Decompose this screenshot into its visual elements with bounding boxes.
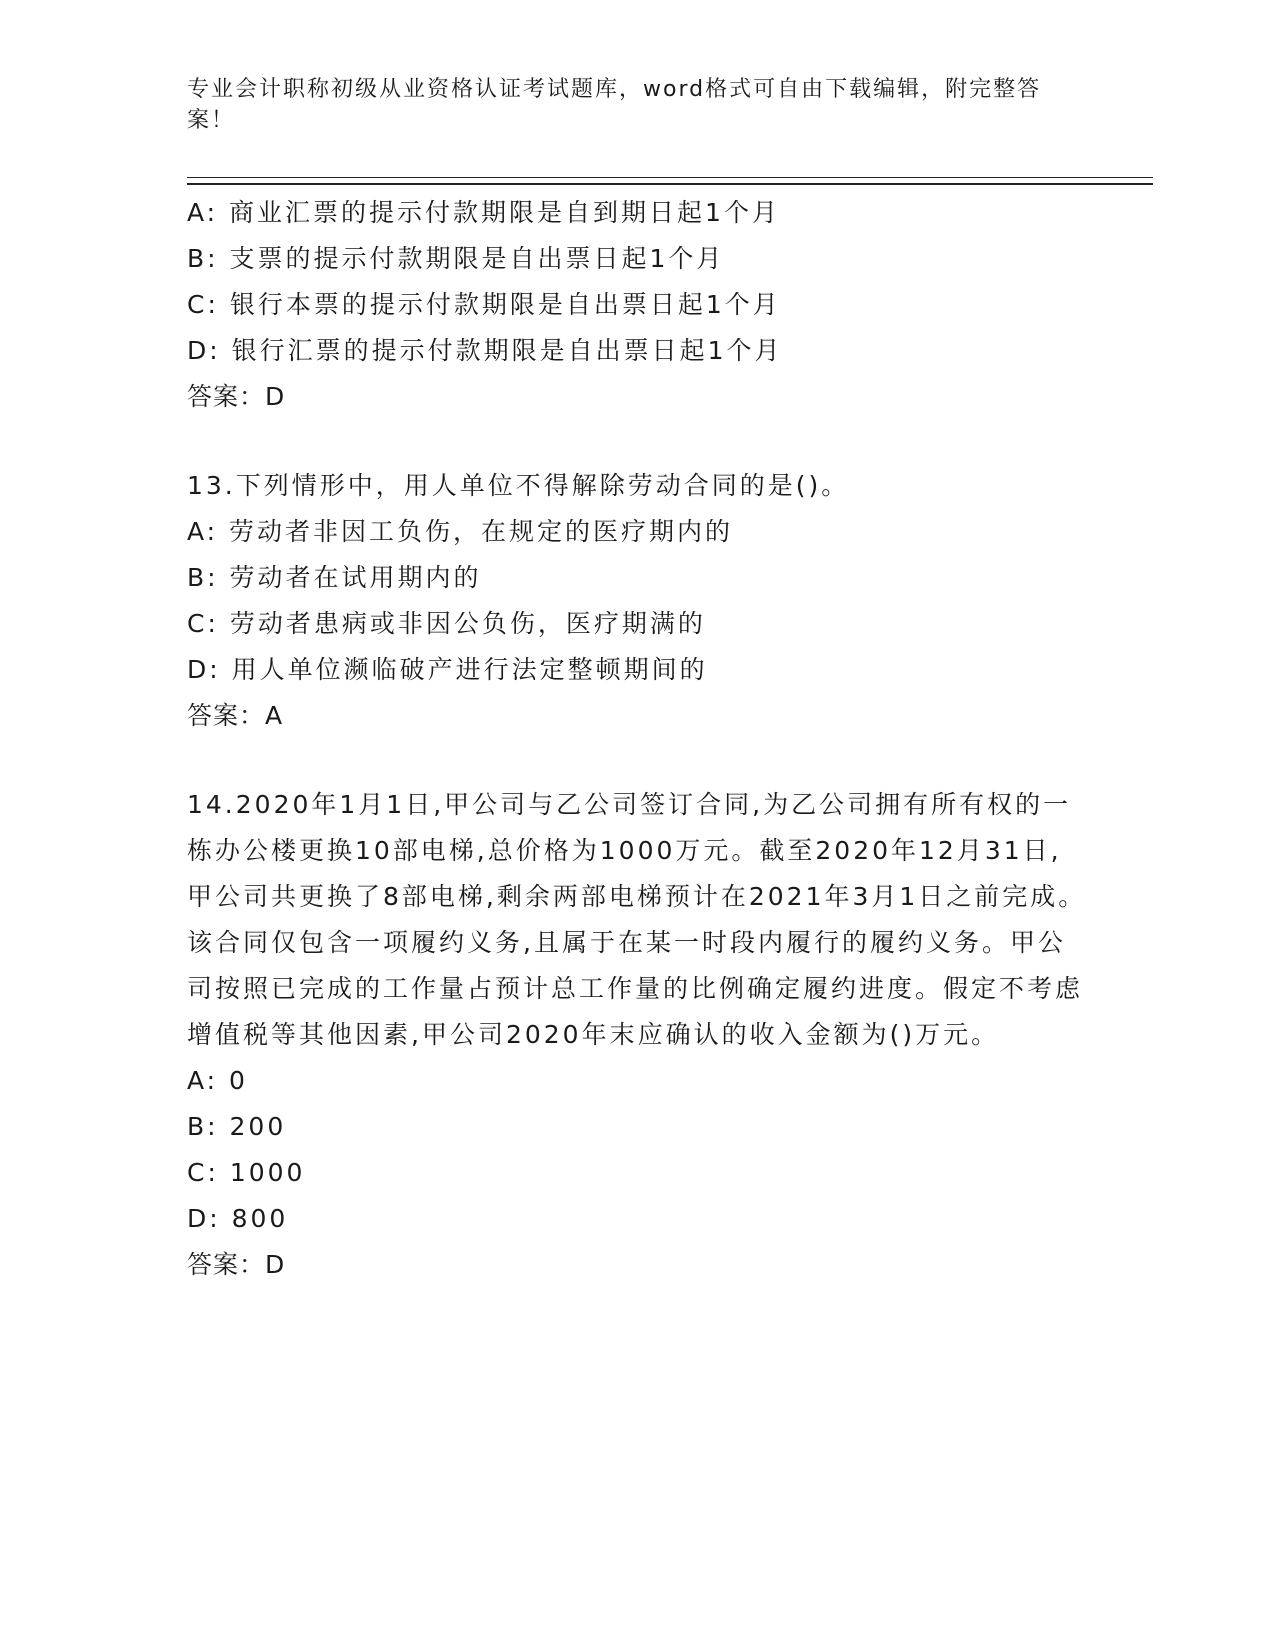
question-stem: 14.2020年1月1日,甲公司与乙公司签订合同,为乙公司拥有所有权的一栋办公楼更换10部电梯,总价格为1000万元。截至2020年12月31日,甲公司共更换了8部电梯,剩余两部电梯预计在2021年3月1日之前完成。该合同仅包含一项履约义务,且属于在某一时段内履行的履约义务。甲公司按照已完成的工作量占预计总工作量的比例确定履约进度。假定不考虑增值税等其他因素,甲公司2020年末应确认的收入金额为()万元。 (187, 790, 1087, 1049)
option-b: B: 200 (187, 1112, 287, 1141)
option-b: B: 支票的提示付款期限是自出票日起1个月 (187, 244, 725, 273)
question-block (187, 782, 1087, 1288)
question-list (187, 190, 1087, 1288)
answer-text: 答案：D (187, 382, 286, 411)
option-b: B: 劳动者在试用期内的 (187, 563, 482, 592)
question-stem: 13.下列情形中，用人单位不得解除劳动合同的是()。 (187, 471, 850, 500)
option-c: C: 银行本票的提示付款期限是自出票日起1个月 (187, 290, 781, 319)
option-d: D: 用人单位濒临破产进行法定整顿期间的 (187, 655, 708, 684)
header-rule-thin (187, 177, 1153, 178)
question-spacer (187, 739, 1087, 782)
header-rule-thick (187, 183, 1153, 185)
question-spacer (187, 420, 1087, 463)
question-block (187, 463, 1087, 739)
answer-text: 答案：D (187, 1250, 286, 1279)
question-block (187, 190, 1087, 420)
option-d: D: 800 (187, 1204, 289, 1233)
option-a: A: 0 (187, 1066, 248, 1095)
option-d: D: 银行汇票的提示付款期限是自出票日起1个月 (187, 336, 783, 365)
option-a: A: 劳动者非因工负伤，在规定的医疗期内的 (187, 517, 734, 546)
option-c: C: 劳动者患病或非因公负伤，医疗期满的 (187, 609, 706, 638)
option-c: C: 1000 (187, 1158, 306, 1187)
answer-text: 答案：A (187, 701, 284, 730)
page-header-text: 专业会计职称初级从业资格认证考试题库，word格式可自由下载编辑，附完整答案！ (187, 77, 1042, 133)
option-a: A: 商业汇票的提示付款期限是自到期日起1个月 (187, 198, 780, 227)
